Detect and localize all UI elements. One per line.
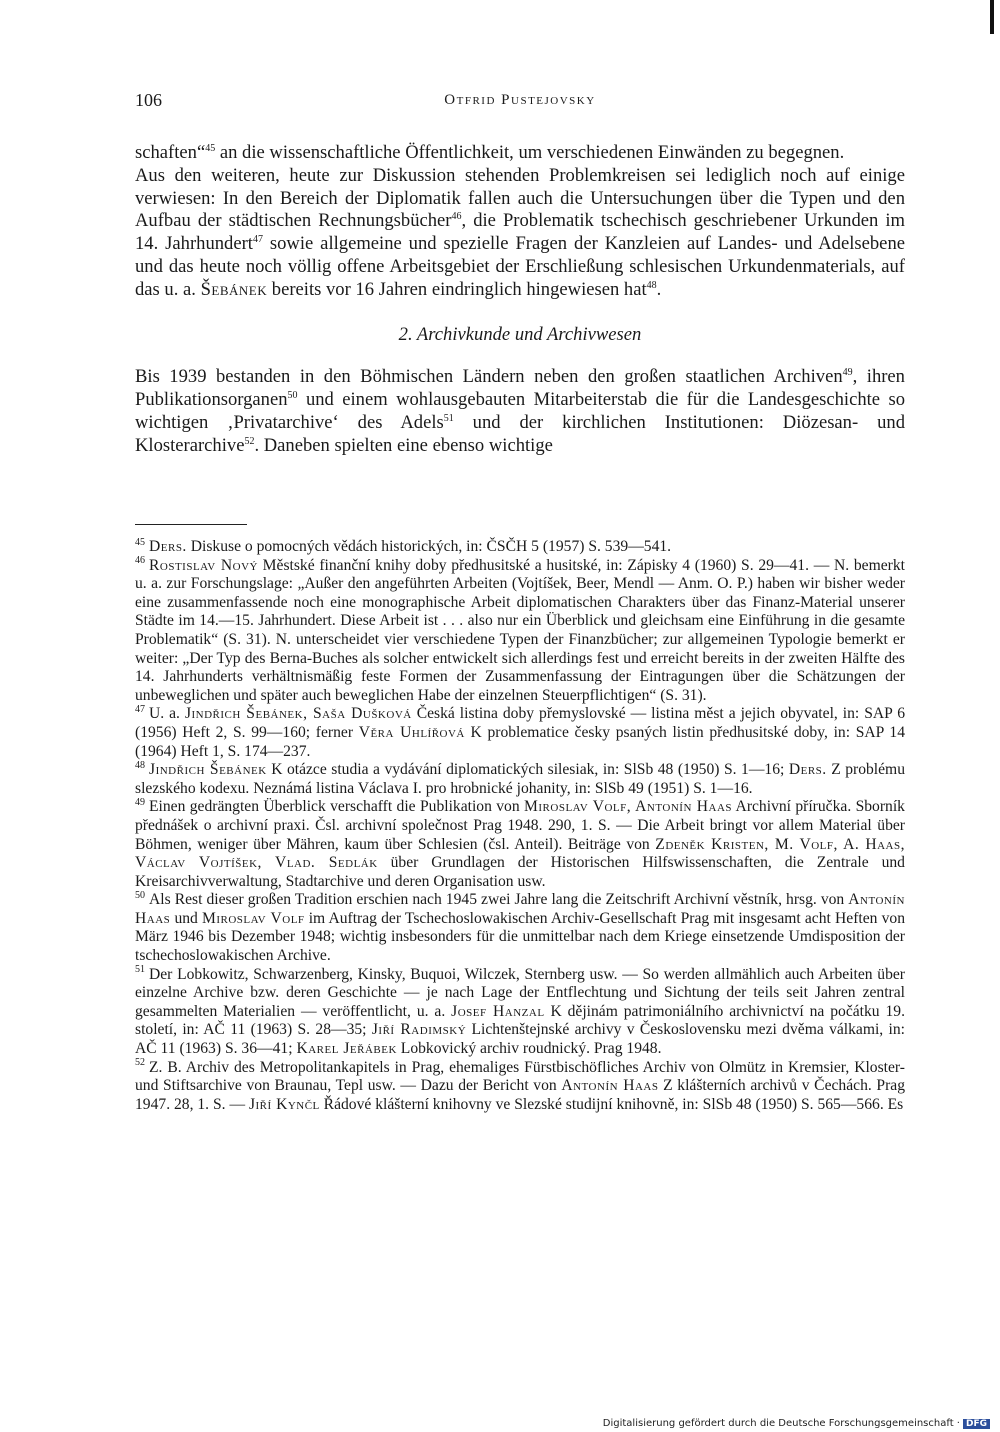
footnote-52 [135, 1059, 905, 1115]
text-run: , die Problematik tschechisch geschriebener Urkunden im 14. Jahrhundert [135, 210, 905, 255]
footnote-49 [135, 798, 905, 891]
text-run: sowie allgemeine und spezielle Fragen der Kanzleien auf Landes- und Adelsebene und das heute noch völlig offene Arbeitsgebiet der Erschließung schlesischen Urkundenmaterials, auf das u. a. [135, 233, 905, 300]
text-run: Der Lobkowitz, Schwarzenberg, Kinsky, Buquoi, Wilczek, Sternberg usw. — So werden allmählich auch Arbeiten über einzelne Archive bzw. deren Geschichte — je nach Lage der Entflechtung und Sichtung der teils seit Jahren zentral gesammelten Materialien — veröffentlicht, u. a. [135, 965, 905, 1020]
footnote-ref-52[interactable]: 52 [244, 435, 255, 447]
footnote-ref-49[interactable]: 49 [842, 367, 853, 379]
author-name: Ders. [788, 761, 827, 779]
author-name: Miroslav Volf, Antonín Haas [524, 798, 733, 816]
text-run: Diskuse o pomocných vědách historických, in: ČSČH 5 (1957) S. 539—541. [186, 538, 672, 555]
dfg-logo[interactable]: DFG [963, 1419, 990, 1429]
footnote-number: 49 [135, 797, 145, 809]
text-run: und der kirchlichen Institutionen: Diözesan- und Klosterarchive [135, 411, 905, 456]
text-run: schaften“ [135, 142, 206, 163]
author-name: Jiří Kynčl [248, 1095, 320, 1113]
text-run: Z klášterních archivů v Čechách. Prag 1947. 28, 1. S. — [135, 1077, 905, 1113]
running-head: Otfrid Pustejovsky [444, 92, 596, 108]
footnote-51 [135, 966, 905, 1059]
paragraph-3 [135, 366, 905, 457]
footnotes [135, 538, 905, 1114]
text-run: Einen gedrängten Überblick verschafft die Publikation von [149, 798, 525, 816]
footer-text: Digitalisierung gefördert durch die Deutsche Forschungsgemeinschaft · [602, 1418, 960, 1429]
text-run: Městské finanční knihy doby předhusitské a husitské, in: Zápisky 4 (1960) S. 29—41. — N. bemerkt u. a. zur Forschungslage: „Außer den angeführten Arbeiten (Vojtíšek, Beer, Mendl — Anm. O. P.) haben wir bisher weder eine zusammenfassende noch eine monographische Arbeit diplomatischen Charakters über das Finanz-Material unserer Städte im 14.—15. Jahrhundert. Diese Arbeit ist . . . also nur ein Überblick und gleichsam eine Einführung in die gesamte Problematik“ (S. 31). N. unterscheidet vier verschiedene Typen der Finanzbücher; zur allgemeinen Typologie bemerkt er weiter: „Der Typ des Berna-Buches als solcher entwickelt sich allerdings fest und erreicht bereits in der zweiten Hälfte des 14. Jahrhunderts verhältnismäßig feste Formen der Zusammenfassung der Eintragungen über die Schätzungen der unbeweglichen und später auch beweglichen Habe der einzelnen Steuerpflichtigen“ (S. 31). [135, 556, 905, 704]
footnote-number: 48 [135, 759, 145, 771]
author-name: Jindřich Šebánek, Saša Dušková [184, 705, 412, 723]
text-run: Z. B. Archiv des Metropolitankapitels in Prag, ehemaliges Fürstbischöfliches Archiv von Olmütz in Kremsier, Kloster- und Stiftsarchive von Braunau, Tepl usw. — Dazu der Bericht von [135, 1058, 905, 1095]
text-run: K problematice česky psaných listin předhusitské doby, in: SAP 14 (1964) Heft 1, S. 174—237. [135, 723, 905, 760]
text-run: im Auftrag der Tschechoslowakischen Archiv-Gesellschaft Prag mit insgesamt acht Heften von März 1946 bis Dezember 1948; wichtig insbesonders für die unmittelbar nach dem Kriege einsetzende Umdisposition der tschechoslowakischen Archive. [135, 909, 905, 965]
text-run: . Daneben spielten eine ebenso wichtige [254, 434, 553, 456]
text-run: Česká listina doby přemyslovské — listina měst a jejich obyvatel, in: SAP 6 (1956) Heft 2, S. 99—160; ferner [135, 705, 905, 741]
text-run: Řádové klášterní knihovny ve Slezské studijní knihovně, in: SlSb 48 (1950) S. 565—566. Es [319, 1095, 904, 1113]
footnote-48 [135, 761, 905, 798]
footnote-number: 47 [135, 704, 145, 716]
text-run: U. a. [149, 705, 185, 723]
page-header [135, 90, 905, 114]
text-run: Archivní příručka. Sborník přednášek o archivní praxi. Čsl. archivní společnost Prag 1948. 290, 1. S. — Die Arbeit bringt vor allem Material über Böhmen, weniger über Mähren, kaum über Schlesien (čsl. Anteil). Beiträge von [135, 798, 905, 853]
text-run: über Grundlagen der Historischen Hilfswissenschaften, die Zentrale und Kreisarchivverwaltung, Stadtarchive und deren Organisation usw. [135, 854, 905, 890]
author-name: Josef Hanzal [451, 1002, 545, 1020]
text-run: Lichtenštejnské archivy v Československu mezi dvěma válkami, in: AČ 11 (1963) S. 36—41; [135, 1021, 905, 1058]
author-name: Rostislav Nový [149, 556, 258, 574]
footnote-number: 45 [135, 536, 145, 548]
text-run: Z problému slezského kodexu. Neznámá listina Václava I. pro hrobnické johanity, in: SlSb 49 (1951) S. 1—16. [135, 761, 905, 797]
footnote-ref-48[interactable]: 48 [646, 279, 657, 291]
paragraph-1 [135, 142, 905, 165]
footnote-45 [135, 538, 905, 557]
text-run: K dějinám patrimoniálního archivnictví na počátku 19. století, in: AČ 11 (1963) S. 28—35; [135, 1002, 905, 1039]
text-run: bereits vor 16 Jahren eindringlich hingewiesen hat [267, 278, 647, 300]
page-number: 106 [135, 90, 162, 110]
footnote-46 [135, 557, 905, 706]
author-name: Jindřich Šebánek [149, 761, 267, 779]
author-name: Miroslav Volf [202, 909, 305, 927]
text-run: Bis 1939 bestanden in den Böhmischen Ländern neben den großen staatlichen Archiven [135, 366, 843, 388]
footnote-ref-46[interactable]: 46 [451, 211, 462, 223]
footnote-47 [135, 705, 905, 761]
footnote-50 [135, 891, 905, 965]
author-name: Ders. [149, 538, 187, 555]
section-title: 2. Archivkunde und Archivwesen [398, 323, 642, 345]
footnote-number: 50 [135, 890, 145, 902]
footnote-rule [135, 524, 247, 525]
body-text [135, 142, 905, 458]
text-run: und [170, 909, 202, 927]
footnote-ref-45[interactable]: 45 [205, 142, 216, 154]
digitization-footer [603, 1418, 990, 1429]
footnote-ref-47[interactable]: 47 [252, 234, 263, 245]
scan-edge-mark [990, 0, 994, 34]
text-run: Als Rest dieser großen Tradition erschien nach 1945 zwei Jahre lang die Zeitschrift Archivní věstník, hrsg. von [149, 891, 849, 909]
author-name: Antonín Haas [135, 891, 905, 927]
text-run: an die wissenschaftliche Öffentlichkeit, um verschiedenen Einwänden zu begegnen. [215, 142, 845, 163]
text-run: Lobkovický archiv roudnický. Prag 1948. [396, 1040, 662, 1058]
author-name: Jiří Radimský [371, 1021, 467, 1039]
author-name: Karel Jeřábek [296, 1040, 397, 1058]
author-name: Zdeněk Kristen, M. Volf, A. Haas, Václav Vojtíšek, Vlad. Sedlák [135, 835, 905, 872]
footnote-ref-50[interactable]: 50 [287, 389, 298, 401]
footnote-number: 52 [135, 1057, 145, 1069]
text-run: , ihren Publikationsorganen [135, 366, 905, 411]
footnote-number: 51 [135, 964, 145, 976]
text-run: Aus den weiteren, heute zur Diskussion stehenden Problemkreisen sei lediglich noch auf einige verwiesen: In den Bereich der Diplomatik fallen auch die Untersuchungen über die Typen und den Aufbau der städtischen Rechnungsbücher [135, 164, 905, 232]
text-run: K otázce studia a vydávání diplomatických silesiak, in: SlSb 48 (1950) S. 1—16; [266, 761, 789, 779]
text-run: . [656, 278, 662, 300]
author-name: Věra Uhlířová [358, 723, 465, 741]
paragraph-2 [135, 165, 905, 302]
footnote-number: 46 [135, 555, 145, 567]
footnote-ref-51[interactable]: 51 [443, 412, 454, 424]
author-name: Antonín Haas [561, 1077, 659, 1095]
author-name: Šebánek [200, 278, 268, 300]
text-run: und einem wohlausgebauten Mitarbeiterstab die für die Landesgeschichte so wichtigen ‚Privatarchive‘ des Adels [135, 389, 905, 433]
